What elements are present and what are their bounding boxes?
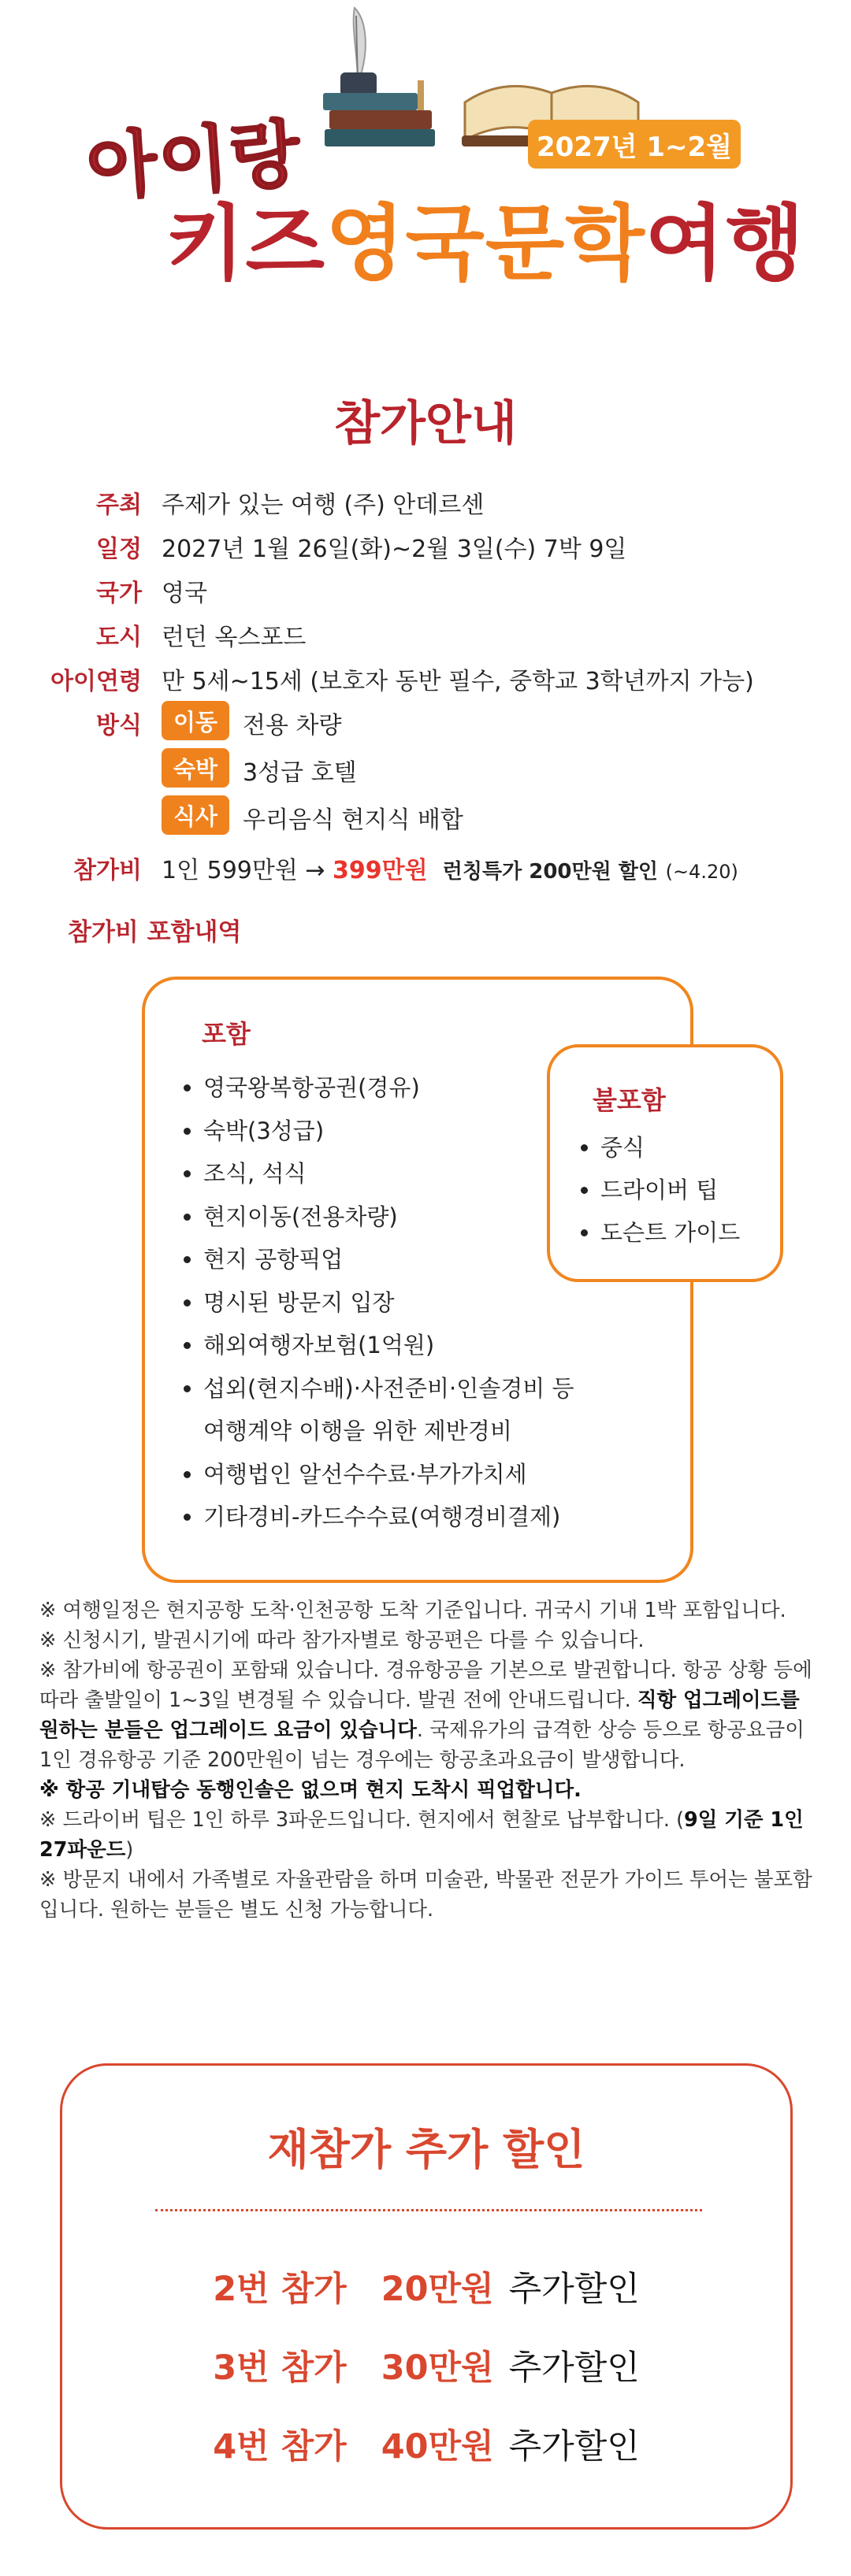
price-label: 참가비 — [73, 857, 142, 884]
discount-row — [62, 2263, 790, 2311]
discount-amount: 30만원 — [381, 2348, 494, 2388]
includes-heading: 참가비 포함내역 — [68, 918, 242, 947]
discount-suffix: 추가할인 — [508, 2348, 640, 2388]
note-3-text-c: . 국제유가의 급격한 상승 등으로 항공요금이 1인 경유항공 기준 200만원이 넘는 경우에는 항공초과요금이 발생합니다. — [39, 1718, 805, 1772]
included-list — [175, 1066, 574, 1539]
method-tag-transport: 이동 — [162, 701, 229, 740]
city-value: 런던 옥스포드 — [162, 624, 307, 651]
excluded-title: 불포함 — [593, 1085, 666, 1115]
note-3-text-a: ※ 참가비에 항공권이 포함돼 있습니다. 경유항공을 기본으로 발권합니다. 항공 상황 등에 따라 출발일이 1~3일 변경될 수 있습니다. 발권 전에 안내드립니다. — [39, 1659, 812, 1712]
country-value: 영국 — [162, 580, 207, 607]
note-5 — [39, 1805, 816, 1865]
method-transport-value: 전용 차량 — [243, 712, 342, 739]
title-line-1: 아이랑 — [84, 111, 305, 210]
method-meals-value: 우리음식 현지식 배합 — [243, 806, 463, 834]
included-item: • 섭외(현지수배)·사전준비·인솔경비 등 — [203, 1367, 574, 1410]
discount-suffix: 추가할인 — [508, 2270, 640, 2309]
rejoin-discount-box — [60, 2063, 793, 2530]
excluded-item: • 드라이버 팁 — [600, 1169, 740, 1211]
included-item: • 숙박(3성급) — [203, 1110, 574, 1153]
included-item: • 현지이동(전용차량) — [203, 1195, 574, 1239]
method-tag-meals: 식사 — [162, 795, 229, 835]
country-label: 국가 — [96, 580, 142, 607]
excluded-item: • 중식 — [600, 1126, 740, 1169]
price-line — [162, 851, 738, 885]
method-label: 방식 — [96, 712, 142, 739]
schedule-value: 2027년 1월 26일(화)~2월 3일(수) 7박 9일 — [162, 536, 627, 563]
included-title: 포함 — [202, 1019, 251, 1049]
method-tag-lodging: 숙박 — [162, 748, 229, 788]
note-6: ※ 방문지 내에서 가족별로 자율관람을 하며 미술관, 박물관 전문가 가이드 투어는 불포함입니다. 원하는 분들은 별도 신청 가능합니다. — [39, 1868, 812, 1922]
discount-suffix: 추가할인 — [508, 2427, 640, 2467]
price-deadline: (~4.20) — [665, 861, 738, 883]
note-5-bold: 9일 기준 1인 27파운드 — [39, 1808, 804, 1862]
title-line-2 — [165, 177, 805, 295]
discount-count: 2번 참가 — [213, 2270, 347, 2309]
note-2: ※ 신청시기, 발권시기에 따라 참가자별로 항공편은 다를 수 있습니다. — [39, 1629, 645, 1652]
included-item: • 영국왕복항공권(경유) — [203, 1066, 574, 1110]
age-label: 아이연령 — [50, 668, 142, 695]
note-5-text-a: ※ 드라이버 팁은 1인 하루 3파운드입니다. 현지에서 현찰로 납부합니다. ( — [39, 1808, 685, 1832]
note-3-bold: 직항 업그레이드를 원하는 분들은 업그레이드 요금이 있습니다 — [39, 1688, 800, 1742]
city-label: 도시 — [96, 624, 142, 651]
discount-amount: 40만원 — [381, 2427, 494, 2467]
discount-amount: 20만원 — [381, 2270, 494, 2309]
note-3 — [39, 1655, 816, 1775]
title-kids: 키즈 — [165, 195, 325, 291]
discount-divider — [155, 2209, 702, 2211]
host-value: 주제가 있는 여행 (주) 안데르센 — [162, 491, 485, 519]
section-title: 참가안내 — [334, 396, 517, 451]
notes — [39, 1596, 816, 1925]
included-item: • 명시된 방문지 입장 — [203, 1281, 574, 1325]
host-label: 주최 — [96, 491, 142, 519]
discount-count: 4번 참가 — [213, 2427, 347, 2467]
included-item: • 기타경비-카드수수료(여행경비결제) — [203, 1496, 574, 1539]
method-lodging-value: 3성급 호텔 — [243, 759, 357, 787]
age-value: 만 5세~15세 (보호자 동반 필수, 중학교 3학년까지 가능) — [162, 668, 754, 695]
title-trip: 여행 — [645, 195, 805, 291]
note-4 — [39, 1775, 816, 1805]
included-item: • 현지 공항픽업 — [203, 1238, 574, 1281]
price-promo: 런칭특가 200만원 할인 — [442, 860, 659, 884]
discount-title: 재참가 추가 할인 — [267, 2125, 585, 2174]
note-5-text-c: ) — [125, 1838, 134, 1862]
price-original: 1인 599만원 → — [162, 857, 325, 884]
date-badge: 2027년 1~2월 — [528, 120, 741, 169]
included-item: • 여행법인 알선수수료·부가가치세 — [203, 1453, 574, 1496]
title-english-literature: 영국문학 — [325, 195, 645, 291]
excluded-list — [574, 1126, 740, 1254]
price-discounted: 399만원 — [333, 857, 428, 884]
discount-row — [62, 2420, 790, 2468]
discount-count: 3번 참가 — [213, 2348, 347, 2388]
excluded-box — [547, 1044, 783, 1282]
note-1: ※ 여행일정은 현지공항 도착·인천공항 도착 기준입니다. 귀국시 기내 1박 포함입니다. — [39, 1599, 786, 1622]
excluded-item: • 도슨트 가이드 — [600, 1211, 740, 1254]
included-item: • 해외여행자보험(1억원) — [203, 1324, 574, 1367]
hero-banner — [0, 0, 851, 315]
note-4-bold: ※ 항공 기내탑승 동행인솔은 없으며 현지 도착시 픽업합니다. — [39, 1778, 582, 1802]
included-item-continued: 여행계약 이행을 위한 제반경비 — [203, 1418, 512, 1444]
included-item: • 조식, 석식 — [203, 1152, 574, 1195]
schedule-label: 일정 — [96, 536, 142, 563]
discount-row — [62, 2341, 790, 2389]
